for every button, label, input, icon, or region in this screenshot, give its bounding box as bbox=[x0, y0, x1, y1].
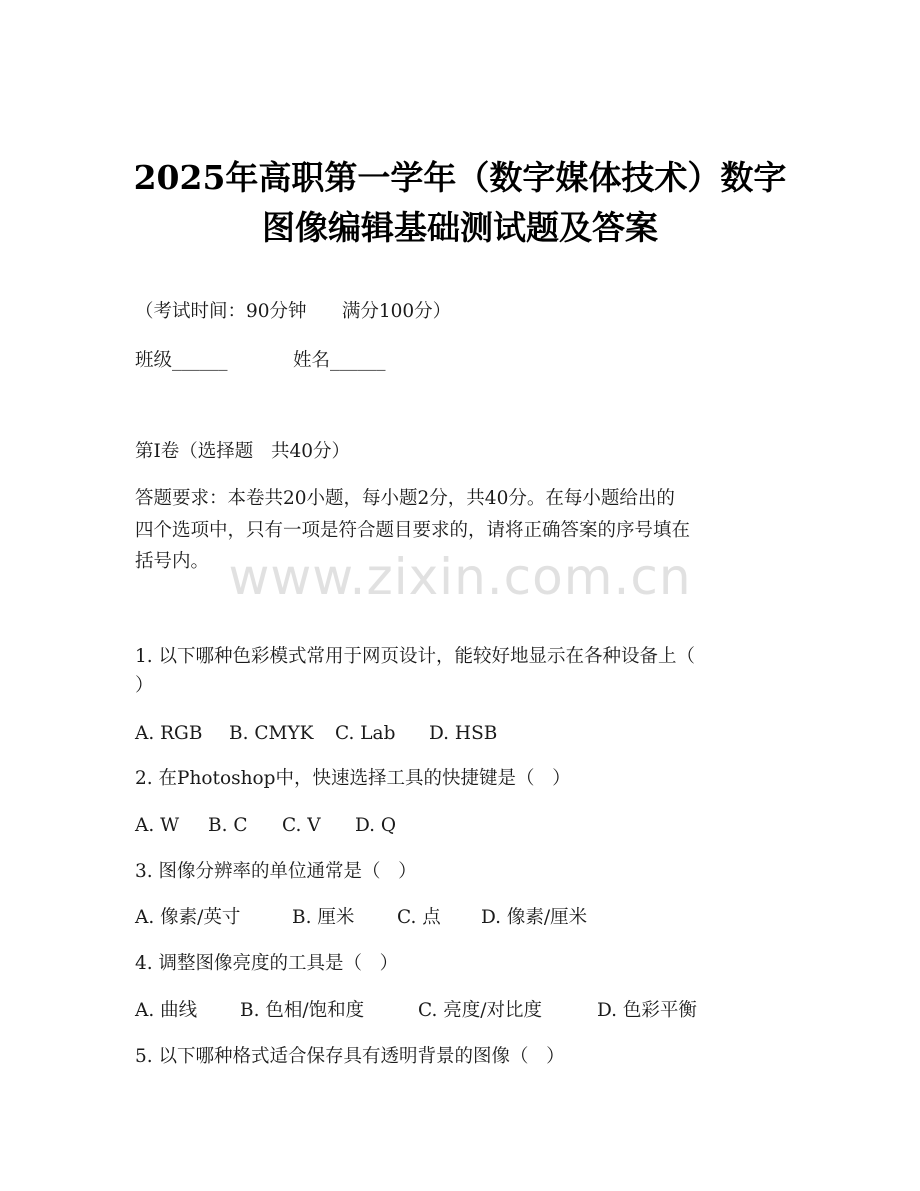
instruction-line-2: 四个选项中，只有一项是符合题目要求的，请将正确答案的序号填在 bbox=[135, 520, 691, 541]
question-1-options bbox=[135, 720, 497, 748]
option-c: C. 点 bbox=[397, 907, 441, 928]
question-1-text: 1. 以下哪种色彩模式常用于网页设计，能较好地显示在各种设备上（ bbox=[135, 646, 696, 667]
instruction-line-1: 答题要求：本卷共20小题，每小题2分，共40分。在每小题给出的 bbox=[135, 488, 675, 509]
class-field: 班级______ bbox=[135, 350, 228, 371]
name-field: 姓名______ bbox=[293, 350, 386, 371]
option-d: D. 像素/厘米 bbox=[481, 907, 588, 928]
option-a: A. 像素/英寸 bbox=[135, 907, 241, 928]
question-3-options bbox=[135, 904, 587, 932]
section-heading: 第I卷（选择题 共40分） bbox=[135, 441, 350, 462]
option-b: B. 厘米 bbox=[292, 907, 355, 928]
option-a: A. W bbox=[135, 815, 180, 836]
question-2-options bbox=[135, 812, 396, 840]
instruction-line-3: 括号内。 bbox=[135, 551, 210, 572]
option-b: B. C bbox=[208, 815, 248, 836]
watermark: www.zixin.com.cn bbox=[228, 548, 692, 606]
option-d: D. 色彩平衡 bbox=[597, 1000, 697, 1021]
question-5-text: 5. 以下哪种格式适合保存具有透明背景的图像（ ） bbox=[135, 1046, 565, 1067]
option-d: D. HSB bbox=[429, 723, 498, 744]
option-b: B. 色相/饱和度 bbox=[240, 1000, 365, 1021]
option-d: D. Q bbox=[355, 815, 397, 836]
question-4-options bbox=[135, 997, 697, 1025]
document-title-line-1: 2025年高职第一学年（数字媒体技术）数字 bbox=[133, 158, 787, 197]
question-4-text: 4. 调整图像亮度的工具是（ ） bbox=[135, 953, 399, 974]
option-b: B. CMYK bbox=[229, 723, 314, 744]
exam-info: （考试时间：90分钟 满分100分） bbox=[135, 301, 452, 322]
option-c: C. 亮度/对比度 bbox=[418, 1000, 542, 1021]
document-title-line-2: 图像编辑基础测试题及答案 bbox=[262, 208, 658, 247]
option-a: A. 曲线 bbox=[135, 1000, 198, 1021]
option-c: C. Lab bbox=[335, 723, 396, 744]
question-2-text: 2. 在Photoshop中，快速选择工具的快捷键是（ ） bbox=[135, 768, 571, 789]
option-a: A. RGB bbox=[135, 723, 203, 744]
option-c: C. V bbox=[282, 815, 321, 836]
question-1-text-cont: ） bbox=[135, 675, 154, 696]
question-3-text: 3. 图像分辨率的单位通常是（ ） bbox=[135, 861, 417, 882]
